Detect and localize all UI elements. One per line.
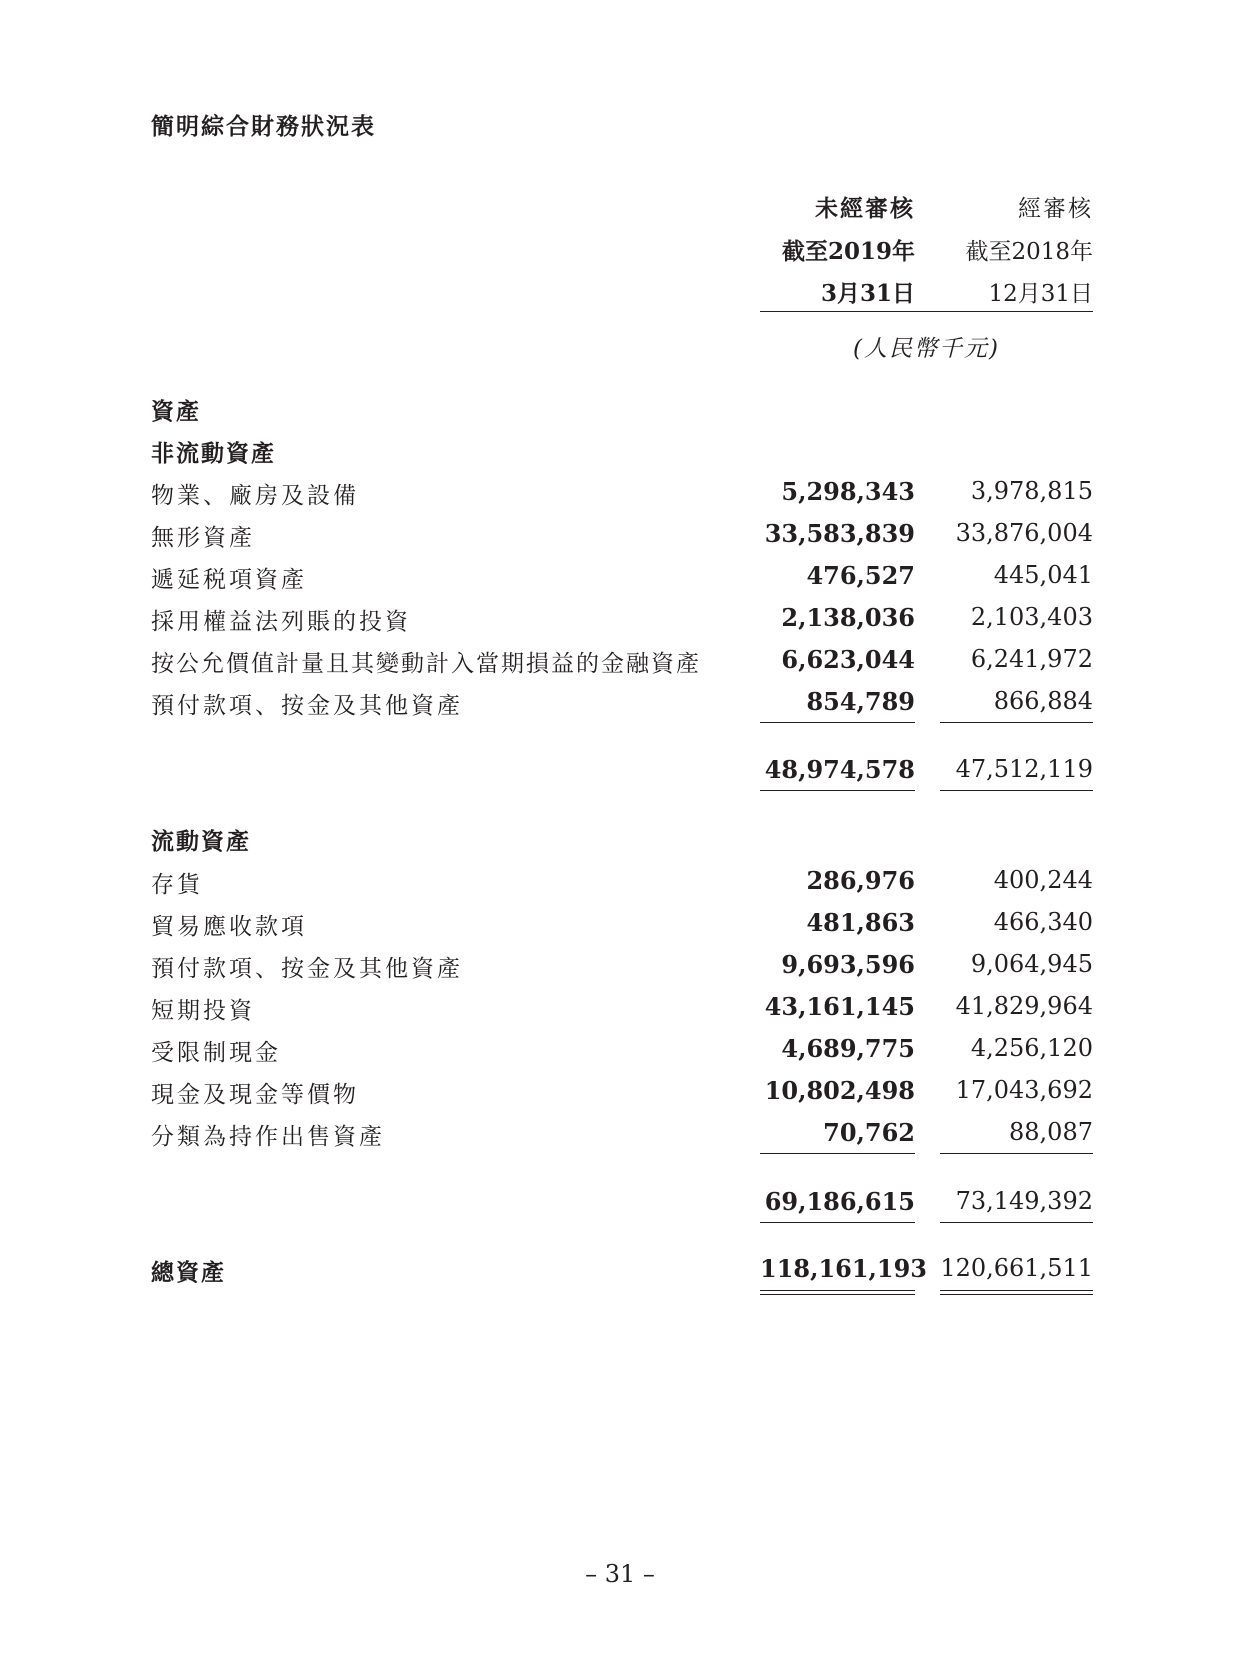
- previous-value: 400,244: [993, 866, 1093, 894]
- table-row: [0, 992, 1240, 1024]
- previous-date-header: 12月31日: [988, 281, 1093, 307]
- previous-value: 17,043,692: [955, 1076, 1093, 1104]
- current-value: 5,298,343: [781, 477, 915, 506]
- previous-audit-header: 經審核: [1018, 196, 1093, 222]
- row-label: 分類為持作出售資產: [151, 1124, 385, 1150]
- subtotal-underline: [940, 1222, 1093, 1223]
- previous-value: 445,041: [993, 561, 1093, 589]
- previous-value: 2,103,403: [970, 603, 1093, 631]
- previous-subtotal: 47,512,119: [955, 755, 1093, 783]
- subtotal-rule: [760, 1153, 915, 1154]
- row-label: 受限制現金: [151, 1040, 281, 1066]
- table-row: [0, 645, 1240, 677]
- subtotal-underline: [760, 790, 915, 791]
- previous-value: 33,876,004: [955, 519, 1093, 547]
- total-double-underline: [940, 1290, 1093, 1295]
- row-label: 無形資產: [151, 525, 255, 551]
- assets-heading: 資產: [151, 399, 201, 425]
- row-label: 貿易應收款項: [151, 914, 307, 940]
- current-subtotal: 69,186,615: [764, 1187, 915, 1216]
- row-label: 採用權益法列賬的投資: [151, 609, 411, 635]
- subtotal-underline: [940, 790, 1093, 791]
- current-value: 10,802,498: [764, 1076, 915, 1105]
- current-value: 4,689,775: [781, 1034, 915, 1063]
- table-row: [0, 908, 1240, 940]
- table-row: [0, 1118, 1240, 1150]
- previous-value: 9,064,945: [970, 950, 1093, 978]
- subtotal-rule: [760, 722, 915, 723]
- previous-value: 41,829,964: [955, 992, 1093, 1020]
- table-row: [0, 561, 1240, 593]
- table-row: [0, 603, 1240, 635]
- current-value: 33,583,839: [764, 519, 915, 548]
- table-row: [0, 687, 1240, 719]
- table-row: [0, 477, 1240, 509]
- current-value: 9,693,596: [781, 950, 915, 979]
- previous-total-assets: 120,661,511: [940, 1254, 1093, 1282]
- page-title: 簡明綜合財務狀況表: [151, 114, 376, 140]
- current-period-header: 截至2019年: [781, 238, 915, 265]
- previous-value: 3,978,815: [970, 477, 1093, 505]
- row-label: 短期投資: [151, 998, 255, 1024]
- table-row: [0, 1034, 1240, 1066]
- row-label: 現金及現金等價物: [151, 1082, 359, 1108]
- row-label: 預付款項、按金及其他資產: [151, 693, 463, 719]
- current-value: 70,762: [823, 1118, 915, 1147]
- row-label: 預付款項、按金及其他資產: [151, 956, 463, 982]
- previous-value: 6,241,972: [970, 645, 1093, 673]
- non-current-assets-heading: 非流動資產: [151, 441, 276, 467]
- current-date-header: 3月31日: [820, 280, 915, 307]
- subtotal-row: [0, 1187, 1240, 1219]
- subtotal-underline: [760, 1222, 915, 1223]
- total-double-underline: [760, 1290, 915, 1295]
- current-value: 854,789: [806, 687, 915, 716]
- row-label: 物業、廠房及設備: [151, 483, 359, 509]
- previous-value: 4,256,120: [970, 1034, 1093, 1062]
- previous-value: 466,340: [993, 908, 1093, 936]
- row-label: 存貨: [151, 872, 203, 898]
- previous-subtotal: 73,149,392: [955, 1187, 1093, 1215]
- current-assets-heading: 流動資產: [151, 829, 251, 855]
- current-subtotal: 48,974,578: [764, 755, 915, 784]
- table-row: [0, 519, 1240, 551]
- header-rule: [760, 311, 1093, 312]
- table-row: [0, 950, 1240, 982]
- currency-unit-label: (人民幣千元): [853, 336, 1000, 362]
- current-value: 476,527: [806, 561, 915, 590]
- current-value: 2,138,036: [781, 603, 915, 632]
- page-number: – 31 –: [585, 1560, 655, 1588]
- previous-period-header: 截至2018年: [965, 239, 1093, 265]
- current-value: 481,863: [806, 908, 915, 937]
- current-value: 286,976: [806, 866, 915, 895]
- table-row: [0, 1076, 1240, 1108]
- subtotal-rule: [940, 1153, 1093, 1154]
- row-label: 遞延税項資產: [151, 567, 307, 593]
- total-assets-row: [0, 1254, 1240, 1286]
- current-total-assets: 118,161,193: [760, 1254, 928, 1283]
- previous-value: 866,884: [993, 687, 1093, 715]
- current-value: 43,161,145: [764, 992, 915, 1021]
- subtotal-rule: [940, 722, 1093, 723]
- previous-value: 88,087: [1009, 1118, 1093, 1146]
- subtotal-row: [0, 755, 1240, 787]
- current-value: 6,623,044: [781, 645, 915, 674]
- current-audit-header: 未經審核: [815, 195, 915, 222]
- row-label: 按公允價值計量且其變動計入當期損益的金融資產: [151, 651, 701, 677]
- table-row: [0, 866, 1240, 898]
- total-assets-label: 總資產: [151, 1260, 226, 1286]
